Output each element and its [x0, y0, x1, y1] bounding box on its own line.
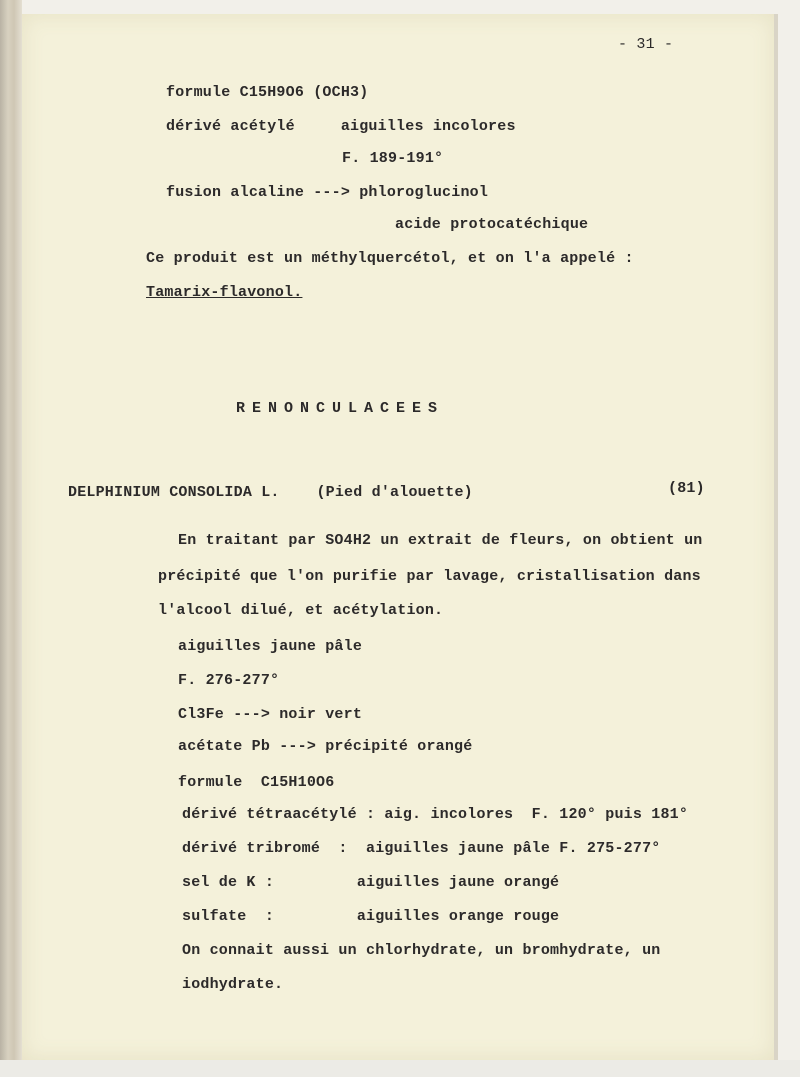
lead-acetate-line: acétate Pb ---> précipité orangé: [178, 738, 473, 755]
acetyl-derivative-line: dérivé acétylé aiguilles incolores: [166, 118, 516, 135]
paragraph-line-2: précipité que l'on purifie par lavage, cristallisation dans: [158, 568, 701, 585]
alkaline-fusion-line: fusion alcaline ---> phloroglucinol: [166, 184, 489, 201]
section-heading: RENONCULACEES: [236, 400, 445, 417]
bottom-margin: [0, 1060, 800, 1077]
sulfate-line: sulfate : aiguilles orange rouge: [182, 908, 560, 925]
known-salts-line: On connait aussi un chlorhydrate, un bromhydrate, un: [182, 942, 661, 959]
binding-strip: [0, 0, 22, 1077]
tribromo-line: dérivé tribromé : aiguilles jaune pâle F. 275-277°: [182, 840, 661, 857]
formula-line-2: formule C15H10O6: [178, 774, 335, 791]
needles-line: aiguilles jaune pâle: [178, 638, 363, 655]
paragraph-line-1: En traitant par SO4H2 un extrait de fleurs, on obtient un: [178, 532, 703, 549]
formula-line-1: formule C15H9O6 (OCH3): [166, 84, 369, 101]
product-line: Ce produit est un méthylquercétol, et on l'a appelé :: [146, 250, 634, 267]
potassium-salt-line: sel de K : aiguilles jaune orangé: [182, 874, 560, 891]
melting-point-line-1: F. 189-191°: [342, 150, 444, 167]
tetraacetyl-line: dérivé tétraacétylé : aig. incolores F. 120° puis 181°: [182, 806, 689, 823]
melting-point-line-2: F. 276-277°: [178, 672, 280, 689]
species-line: DELPHINIUM CONSOLIDA L. (Pied d'alouette): [68, 484, 473, 501]
protocatechuic-line: acide protocatéchique: [395, 216, 589, 233]
ferric-chloride-line: Cl3Fe ---> noir vert: [178, 706, 363, 723]
reference-number: (81): [668, 480, 705, 497]
tamarix-line: Tamarix-flavonol.: [146, 284, 303, 301]
page-number: - 31 -: [618, 36, 674, 53]
paragraph-line-3: l'alcool dilué, et acétylation.: [158, 602, 444, 619]
page-edge: [774, 14, 778, 1060]
iodhydrate-line: iodhydrate.: [182, 976, 284, 993]
